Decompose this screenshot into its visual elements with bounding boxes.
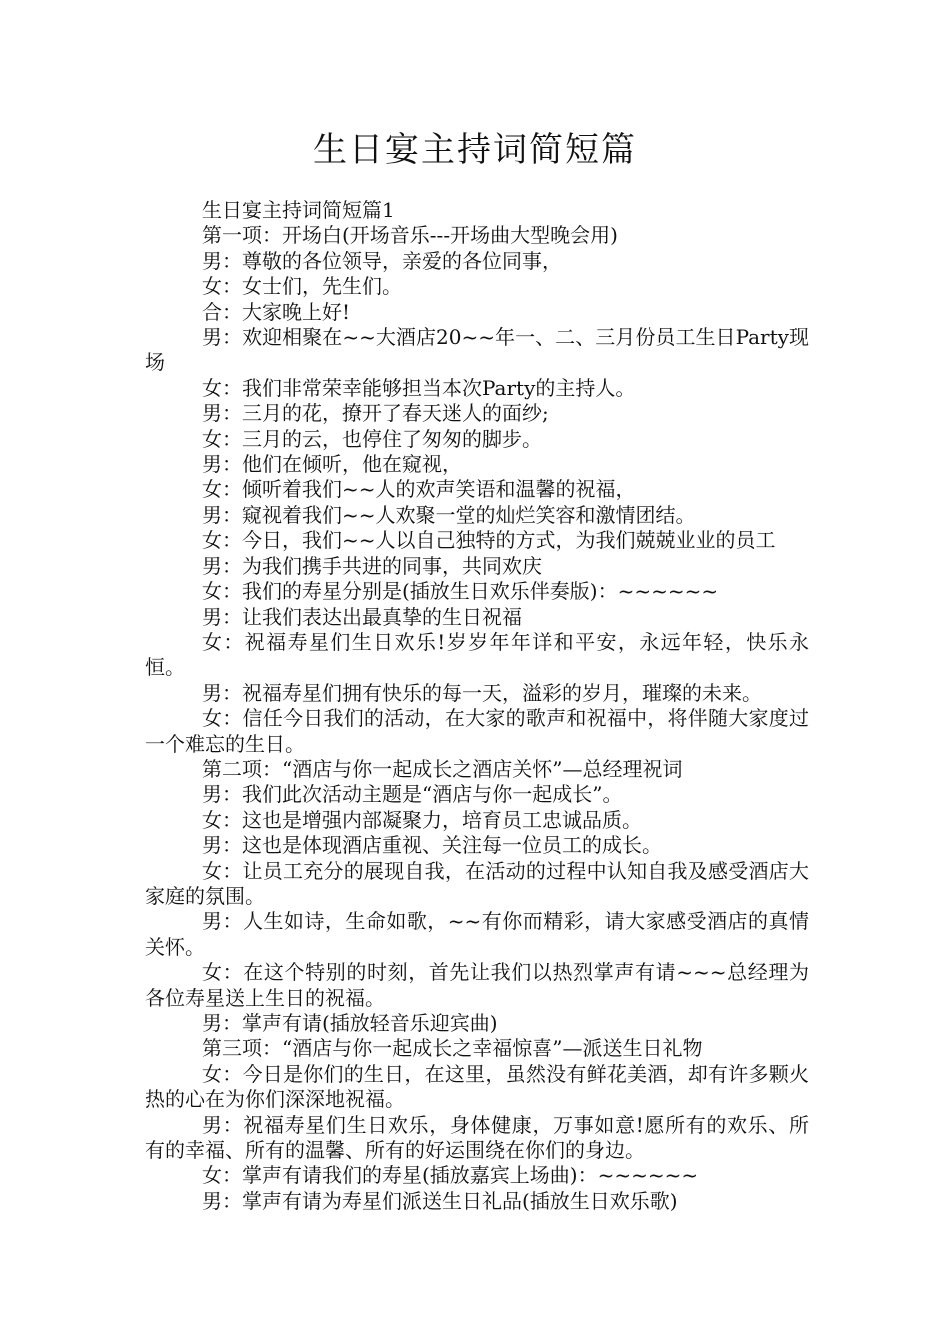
paragraph: 女：倾听着我们~~人的欢声笑语和温馨的祝福， [202,477,636,502]
paragraph: 男：祝福寿星们生日欢乐，身体健康，万事如意!愿所有的欢乐、所有的幸福、所有的温馨、所有的好运围绕在你们的身边。 [145,1112,809,1163]
paragraph: 男：祝福寿星们拥有快乐的每一天，溢彩的岁月，璀璨的未来。 [202,680,762,705]
paragraph: 女：在这个特别的时刻，首先让我们以热烈掌声有请~~~总经理为各位寿星送上生日的祝福。 [145,960,809,1010]
paragraph: 男：他们在倾听，他在窥视， [202,452,462,477]
paragraph: 男：人生如诗，生命如歌，~~有你而精彩，请大家感受酒店的真情关怀。 [145,909,809,959]
paragraph: 男：三月的花，撩开了春天迷人的面纱; [202,401,549,426]
paragraph: 女：我们的寿星分别是(插放生日欢乐伴奏版)：~~~~~~ [202,579,719,604]
section-heading: 第二项：“酒店与你一起成长之酒店关怀”—总经理祝词 [202,756,683,781]
page-title: 生日宴主持词简短篇 [313,130,637,170]
paragraph: 女：让员工充分的展现自我，在活动的过程中认知自我及感受酒店大家庭的氛围。 [145,858,809,908]
document-body [145,198,809,1214]
paragraph: 男：尊敬的各位领导，亲爱的各位同事， [202,248,562,273]
paragraph: 女：今日，我们~~人以自己独特的方式，为我们兢兢业业的员工 [202,528,776,553]
paragraph: 男：这也是体现酒店重视、关注每一位员工的成长。 [202,833,662,858]
paragraph: 男：窥视着我们~~人欢聚一堂的灿烂笑容和激情团结。 [202,502,696,527]
paragraph: 合：大家晚上好! [202,299,351,324]
paragraph: 女：我们非常荣幸能够担当本次Party的主持人。 [202,375,636,400]
section-heading: 第三项：“酒店与你一起成长之幸福惊喜”—派送生日礼物 [202,1036,703,1061]
paragraph: 生日宴主持词简短篇1 [202,198,395,222]
paragraph: 女：祝福寿星们生日欢乐!岁岁年年详和平安，永远年轻，快乐永恒。 [145,629,809,680]
paragraph: 女：今日是你们的生日，在这里，虽然没有鲜花美酒，却有许多颗火热的心在为你们深深地祝福。 [145,1061,809,1112]
paragraph: 男：我们此次活动主题是“酒店与你一起成长”。 [202,782,623,807]
paragraph: 男：为我们携手共进的同事，共同欢庆 [202,553,542,578]
paragraph: 女：掌声有请我们的寿星(插放嘉宾上场曲)：~~~~~~ [202,1163,699,1188]
paragraph: 男：让我们表达出最真挚的生日祝福 [202,604,522,629]
paragraph: 女：信任今日我们的活动，在大家的歌声和祝福中，将伴随大家度过一个难忘的生日。 [145,706,809,756]
paragraph: 男：欢迎相聚在~~大酒店20~~年一、二、三月份员工生日Party现场 [145,325,809,375]
paragraph: 男：掌声有请为寿星们派送生日礼品(插放生日欢乐歌) [202,1188,678,1213]
paragraph: 女：三月的云，也停住了匆匆的脚步。 [202,426,542,451]
paragraph: 男：掌声有请(插放轻音乐迎宾曲) [202,1011,498,1035]
paragraph: 第一项：开场白(开场音乐---开场曲大型晚会用) [202,223,618,248]
paragraph: 女：女士们，先生们。 [202,274,402,299]
paragraph: 女：这也是增强内部凝聚力，培育员工忠诚品质。 [202,807,642,832]
